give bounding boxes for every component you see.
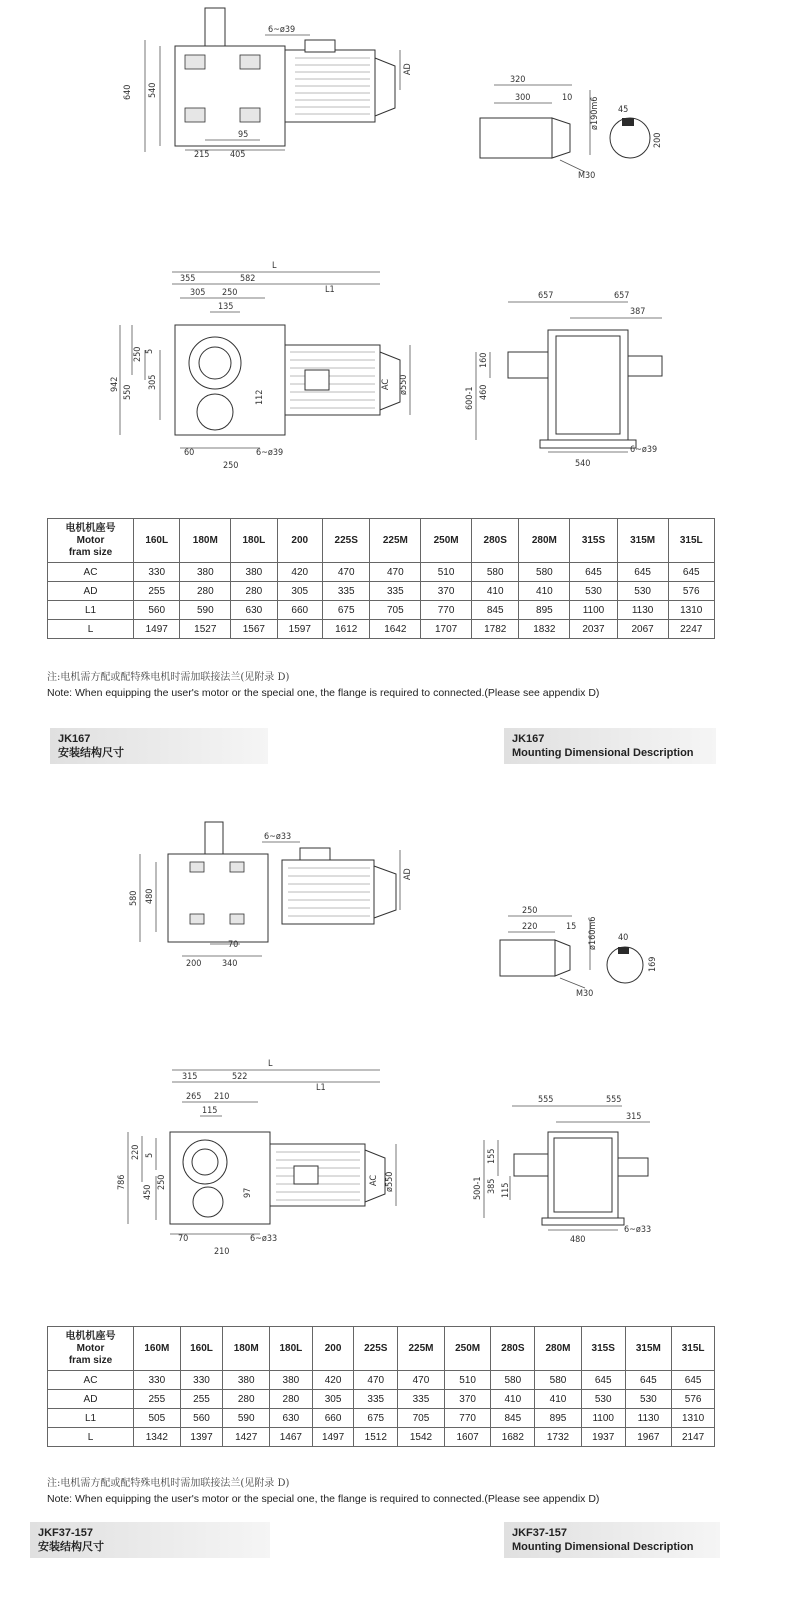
note-en: Note: When equipping the user's motor or the special one, the flange is required to connected.(Please see appendix D): [47, 687, 600, 699]
jk167-side-view: [476, 302, 662, 452]
table-cell: 1467: [270, 1428, 313, 1447]
table-cell: 410: [519, 582, 570, 601]
column-header: 280S: [471, 519, 519, 563]
table-cell: 1707: [421, 620, 472, 639]
column-header: 180L: [231, 519, 277, 563]
note-cn: 注:电机需方配或配特殊电机时需加联接法兰(见附录 D): [47, 672, 290, 683]
table-cell: 2147: [672, 1428, 715, 1447]
dim-label: 115: [501, 1182, 511, 1198]
table-cell: 470: [370, 563, 421, 582]
column-header: 315M: [617, 519, 668, 563]
table-cell: 1497: [134, 620, 180, 639]
table-cell: 305: [312, 1390, 354, 1409]
dim-label: 786: [117, 1174, 127, 1190]
table-row: [48, 1428, 715, 1447]
row-label: AD: [48, 582, 134, 601]
table-cell: 305: [277, 582, 322, 601]
row-label: L: [48, 620, 134, 639]
table-cell: 420: [277, 563, 322, 582]
table-cell: 505: [134, 1409, 181, 1428]
table-cell: 580: [535, 1371, 582, 1390]
table-cell: 576: [668, 582, 715, 601]
column-header: 315S: [570, 519, 618, 563]
table-cell: 630: [231, 601, 277, 620]
dim-label: 305: [190, 288, 206, 298]
banner-right: [504, 1522, 720, 1558]
dim-label: 250: [222, 288, 238, 298]
dim-label: 5: [145, 348, 155, 354]
column-header: 250M: [444, 1327, 491, 1371]
table-cell: 645: [672, 1371, 715, 1390]
table-cell: 380: [270, 1371, 313, 1390]
dim-label: 340: [222, 959, 238, 969]
dim-label: 250: [522, 906, 538, 916]
table-cell: 895: [519, 601, 570, 620]
table-cell: 1567: [231, 620, 277, 639]
dim-label: 540: [575, 459, 591, 469]
dim-label: 169: [648, 956, 658, 972]
dim-label: 315: [626, 1112, 642, 1122]
column-header: 280M: [535, 1327, 582, 1371]
banner-title: JKF37-157: [512, 1527, 568, 1539]
table-cell: 380: [231, 563, 277, 582]
jkf37-spec-table: [47, 1326, 715, 1447]
dim-label: 250: [133, 346, 143, 362]
dim-label: 320: [510, 75, 526, 85]
table-cell: 410: [471, 582, 519, 601]
table-cell: 280: [223, 1390, 270, 1409]
dim-label: 6~ø39: [268, 25, 296, 35]
table-cell: 1732: [535, 1428, 582, 1447]
table-cell: 645: [668, 563, 715, 582]
table-cell: 255: [180, 1390, 223, 1409]
row-label: L: [48, 1428, 134, 1447]
table-cell: 330: [180, 1371, 223, 1390]
dim-label: 942: [110, 376, 120, 392]
table-cell: 1342: [134, 1428, 181, 1447]
dim-label: 250: [223, 461, 239, 471]
dim-label: 200: [653, 132, 663, 148]
jkf37-front-view: [128, 1132, 396, 1234]
dim-label: 6~ø39: [630, 445, 658, 455]
column-header: 315M: [625, 1327, 672, 1371]
dim-label: AC: [381, 378, 391, 390]
dim-label: 480: [570, 1235, 586, 1245]
table-cell: 420: [312, 1371, 354, 1390]
table-cell: 895: [535, 1409, 582, 1428]
dim-label: 250: [157, 1174, 167, 1190]
jkf37-drawings-lower: [0, 1040, 800, 1140]
column-header: 160M: [134, 1327, 181, 1371]
table-cell: 510: [444, 1371, 491, 1390]
dim-label: 155: [487, 1148, 497, 1164]
table-cell: 255: [134, 582, 180, 601]
dim-label: 10: [562, 93, 573, 103]
dim-label: 522: [232, 1072, 248, 1082]
table-cell: 1542: [398, 1428, 445, 1447]
dim-label: L1: [316, 1083, 326, 1093]
dim-label: 115: [202, 1106, 218, 1116]
table-cell: 770: [421, 601, 472, 620]
dim-label: 300: [515, 93, 531, 103]
note-cn: 注:电机需方配或配特殊电机时需加联接法兰(见附录 D): [47, 1478, 290, 1489]
row-label: L1: [48, 1409, 134, 1428]
header-label-en: Motor: [76, 534, 105, 546]
dim-label: AD: [403, 63, 413, 75]
table-cell: 845: [471, 601, 519, 620]
table-cell: 530: [581, 1390, 625, 1409]
table-cell: 280: [180, 582, 231, 601]
table-row: [48, 620, 715, 639]
table-cell: 1310: [668, 601, 715, 620]
jk167-spec-table: [47, 518, 715, 639]
table-cell: 2067: [617, 620, 668, 639]
dim-label: 70: [178, 1234, 189, 1244]
table-cell: 2247: [668, 620, 715, 639]
header-label-cn: 电机机座号: [65, 522, 116, 534]
dim-label: 480: [145, 888, 155, 904]
table-cell: 530: [625, 1390, 672, 1409]
dim-label: 6~ø33: [250, 1234, 278, 1244]
column-header: 180M: [180, 519, 231, 563]
dim-label: 640: [123, 84, 133, 100]
table-cell: 410: [535, 1390, 582, 1409]
table-cell: 590: [223, 1409, 270, 1428]
table-cell: 380: [223, 1371, 270, 1390]
dim-label: 160: [479, 352, 489, 368]
dim-label: M30: [578, 171, 596, 181]
dim-label: 220: [131, 1144, 141, 1160]
dim-label: 6~ø39: [256, 448, 284, 458]
banner-left: [50, 728, 268, 764]
dim-label: 582: [240, 274, 256, 284]
dim-label: 215: [194, 150, 210, 160]
table-cell: 280: [270, 1390, 313, 1409]
table-cell: 370: [444, 1390, 491, 1409]
row-label: L1: [48, 601, 134, 620]
table-cell: 1497: [312, 1428, 354, 1447]
table-cell: 770: [444, 1409, 491, 1428]
table-cell: 335: [370, 582, 421, 601]
column-header: 180M: [223, 1327, 270, 1371]
table-cell: 580: [471, 563, 519, 582]
column-header: 280S: [491, 1327, 535, 1371]
column-header: 280M: [519, 519, 570, 563]
jk167-drawings: [0, 0, 800, 480]
dim-label: ø550: [399, 374, 409, 395]
table-cell: 330: [134, 1371, 181, 1390]
table-cell: 510: [421, 563, 472, 582]
table-cell: 1612: [322, 620, 370, 639]
dim-label: 40: [618, 933, 629, 943]
dim-label: 405: [230, 150, 246, 160]
table-row: [48, 1371, 715, 1390]
dim-label: 95: [238, 130, 249, 140]
table-cell: 1967: [625, 1428, 672, 1447]
table-cell: 530: [570, 582, 618, 601]
table-cell: 1397: [180, 1428, 223, 1447]
banner-right: [504, 728, 716, 764]
table-cell: 630: [270, 1409, 313, 1428]
dim-label: L: [268, 1059, 273, 1069]
table-cell: 1130: [625, 1409, 672, 1428]
table-cell: 645: [625, 1371, 672, 1390]
dim-label: 387: [630, 307, 646, 317]
dim-label: 210: [214, 1092, 230, 1102]
dim-label: ø190m6: [590, 96, 600, 130]
table-cell: 1597: [277, 620, 322, 639]
dim-label: 210: [214, 1247, 230, 1257]
table-cell: 560: [134, 601, 180, 620]
column-header: 315L: [668, 519, 715, 563]
dim-label: 555: [538, 1095, 554, 1105]
table-cell: 705: [370, 601, 421, 620]
table-cell: 410: [491, 1390, 535, 1409]
table-row: [48, 563, 715, 582]
column-header: 180L: [270, 1327, 313, 1371]
table-cell: 470: [322, 563, 370, 582]
dim-label: 550: [123, 384, 133, 400]
table-header-label: [48, 519, 134, 563]
table-cell: 380: [180, 563, 231, 582]
banner-subtitle: 安装结构尺寸: [38, 1541, 104, 1553]
table-cell: 470: [398, 1371, 445, 1390]
row-label: AD: [48, 1390, 134, 1409]
banner-title: JKF37-157: [38, 1527, 94, 1539]
table-header-label: [48, 1327, 134, 1371]
table-cell: 2037: [570, 620, 618, 639]
header-label-en2: fram size: [68, 546, 113, 558]
table-cell: 470: [354, 1371, 398, 1390]
dim-label: 580: [129, 890, 139, 906]
table-cell: 1937: [581, 1428, 625, 1447]
note-en: Note: When equipping the user's motor or the special one, the flange is required to connected.(Please see appendix D): [47, 1493, 600, 1505]
dim-label: 305: [148, 374, 158, 390]
dim-label: 6~ø33: [624, 1225, 652, 1235]
column-header: 200: [277, 519, 322, 563]
table-cell: 845: [491, 1409, 535, 1428]
dim-label: L1: [325, 285, 335, 295]
column-header: 315L: [672, 1327, 715, 1371]
table-row: [48, 601, 715, 620]
column-header: 315S: [581, 1327, 625, 1371]
dim-label: 45: [618, 105, 629, 115]
dim-label: 70: [228, 940, 239, 950]
banner-title: JK167: [512, 733, 545, 745]
dim-label: 5: [145, 1152, 155, 1158]
column-header: 200: [312, 1327, 354, 1371]
table-cell: 645: [570, 563, 618, 582]
table-cell: 335: [322, 582, 370, 601]
table-cell: 1832: [519, 620, 570, 639]
table-cell: 1130: [617, 601, 668, 620]
dim-label: 600-1: [465, 386, 475, 410]
banner-subtitle: Mounting Dimensional Description: [512, 747, 694, 759]
header-label-en2: fram size: [68, 1354, 113, 1366]
table-cell: 370: [421, 582, 472, 601]
table-cell: 1512: [354, 1428, 398, 1447]
table-cell: 1100: [570, 601, 618, 620]
table-cell: 330: [134, 563, 180, 582]
table-cell: 576: [672, 1390, 715, 1409]
table-cell: 660: [312, 1409, 354, 1428]
table-row: [48, 1390, 715, 1409]
table-cell: 560: [180, 1409, 223, 1428]
dim-label: 200: [186, 959, 202, 969]
column-header: 225S: [354, 1327, 398, 1371]
dim-label: ø550: [385, 1171, 395, 1192]
jkf37-top-view: [140, 822, 400, 956]
table-header-row: [48, 519, 715, 563]
table-cell: 675: [354, 1409, 398, 1428]
table-cell: 1682: [491, 1428, 535, 1447]
table-cell: 580: [491, 1371, 535, 1390]
dim-label: 60: [184, 448, 195, 458]
table-cell: 580: [519, 563, 570, 582]
table-cell: 590: [180, 601, 231, 620]
dim-label: AD: [403, 868, 413, 880]
table-cell: 255: [134, 1390, 181, 1409]
column-header: 160L: [134, 519, 180, 563]
table-row: [48, 582, 715, 601]
dim-label: 265: [186, 1092, 202, 1102]
table-header-row: [48, 1327, 715, 1371]
dim-label: 555: [606, 1095, 622, 1105]
table-cell: 645: [581, 1371, 625, 1390]
header-label-cn: 电机机座号: [65, 1330, 116, 1342]
table-cell: 1310: [672, 1409, 715, 1428]
dim-label: 540: [148, 82, 158, 98]
column-header: 225M: [398, 1327, 445, 1371]
dim-label: 657: [614, 291, 630, 301]
dim-label: L: [272, 261, 277, 271]
table-row: [48, 1409, 715, 1428]
dim-label: 135: [218, 302, 234, 312]
table-cell: 1782: [471, 620, 519, 639]
banner-title: JK167: [58, 733, 91, 745]
table-cell: 675: [322, 601, 370, 620]
dim-label: AC: [369, 1174, 379, 1186]
column-header: 160L: [180, 1327, 223, 1371]
dim-label: 500-1: [473, 1176, 483, 1200]
column-header: 225M: [370, 519, 421, 563]
table-cell: 645: [617, 563, 668, 582]
dim-label: 355: [180, 274, 196, 284]
table-cell: 335: [398, 1390, 445, 1409]
banner-subtitle: 安装结构尺寸: [58, 747, 124, 759]
dim-label: M30: [576, 989, 594, 999]
dim-label: 657: [538, 291, 554, 301]
jkf37-side-view: [484, 1132, 648, 1230]
banner-subtitle: Mounting Dimensional Description: [512, 1541, 694, 1553]
table-cell: 530: [617, 582, 668, 601]
table-cell: 1100: [581, 1409, 625, 1428]
dim-label: 15: [566, 922, 577, 932]
table-cell: 1607: [444, 1428, 491, 1447]
dim-label: 450: [143, 1184, 153, 1200]
banner-left: [30, 1522, 270, 1558]
dim-label: 6~ø33: [264, 832, 292, 842]
dim-label: 385: [487, 1178, 497, 1194]
table-cell: 335: [354, 1390, 398, 1409]
dim-label: 97: [243, 1187, 253, 1198]
dim-label: 112: [255, 389, 265, 405]
dim-label: 460: [479, 384, 489, 400]
table-cell: 280: [231, 582, 277, 601]
table-cell: 660: [277, 601, 322, 620]
dim-label: ø160m6: [588, 916, 598, 950]
dim-label: 220: [522, 922, 538, 932]
dim-label: 315: [182, 1072, 198, 1082]
table-cell: 1427: [223, 1428, 270, 1447]
table-cell: 705: [398, 1409, 445, 1428]
row-label: AC: [48, 1371, 134, 1390]
table-cell: 1642: [370, 620, 421, 639]
jk167-front-view: [120, 272, 410, 448]
column-header: 225S: [322, 519, 370, 563]
row-label: AC: [48, 563, 134, 582]
column-header: 250M: [421, 519, 472, 563]
jkf37-front-side: [0, 1130, 800, 1320]
header-label-en: Motor: [76, 1342, 105, 1354]
table-cell: 1527: [180, 620, 231, 639]
